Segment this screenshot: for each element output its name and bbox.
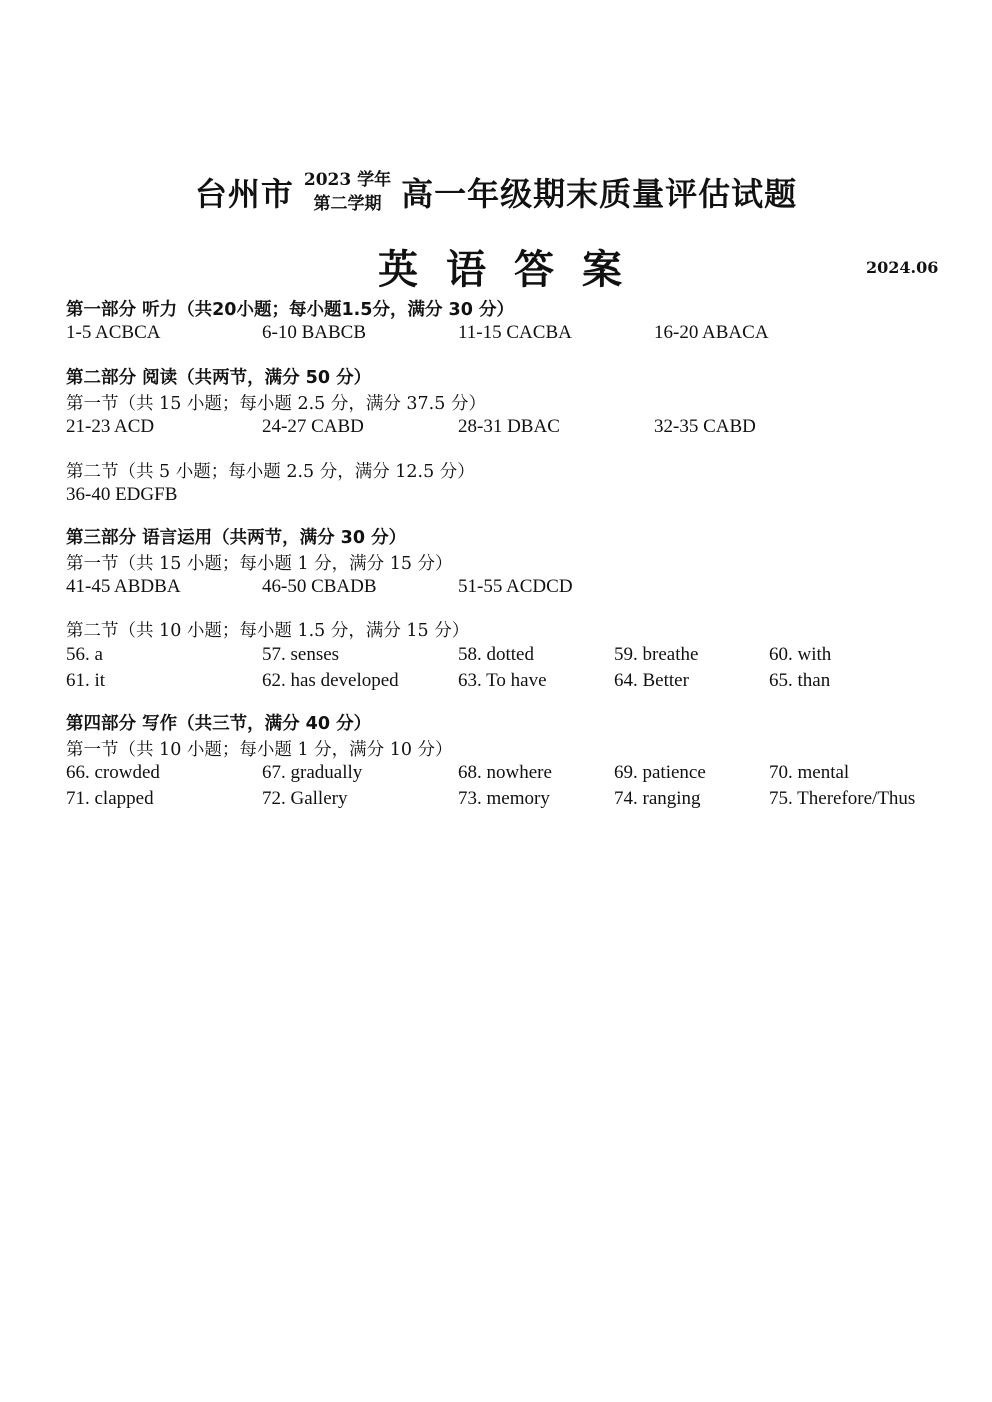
- answer-item: 59. breathe: [614, 644, 699, 665]
- answer-item: 71. clapped: [66, 788, 154, 809]
- academic-term: [304, 168, 391, 216]
- answer-item: 74. ranging: [614, 788, 701, 809]
- answer-item: 32-35 CABD: [654, 416, 756, 437]
- language-use-part1-heading: 第一节（共 15 小题；每小题 1 分，满分 15 分）: [66, 554, 453, 574]
- reading-part2-heading: 第二节（共 5 小题；每小题 2.5 分，满分 12.5 分）: [66, 462, 475, 482]
- answer-item: 1-5 ACBCA: [66, 322, 161, 343]
- writing-part1-heading: 第一节（共 10 小题；每小题 1 分，满分 10 分）: [66, 740, 453, 760]
- answer-item: 67. gradually: [262, 762, 363, 783]
- answer-row: [0, 576, 992, 602]
- answer-item: 57. senses: [262, 644, 340, 665]
- answer-item: 64. Better: [614, 670, 689, 691]
- answer-item: 58. dotted: [458, 644, 534, 665]
- answer-item: 24-27 CABD: [262, 416, 364, 437]
- language-use-heading: 第三部分 语言运用（共两节，满分 30 分）: [66, 528, 407, 548]
- answer-item: 60. with: [769, 644, 832, 665]
- writing-heading: 第四部分 写作（共三节，满分 40 分）: [66, 714, 372, 734]
- subject-title: 英语答案: [378, 247, 650, 293]
- term-label: 第二学期: [313, 194, 382, 214]
- reading-part1-heading: 第一节（共 15 小题；每小题 2.5 分，满分 37.5 分）: [66, 394, 486, 414]
- answer-row: [0, 484, 992, 510]
- answer-item: 11-15 CACBA: [458, 322, 572, 343]
- answer-item: 28-31 DBAC: [458, 416, 560, 437]
- answer-row: [0, 788, 992, 814]
- answer-item: 66. crowded: [66, 762, 160, 783]
- answer-item: 73. memory: [458, 788, 550, 809]
- exam-date: 2024.06: [866, 258, 939, 277]
- answer-row: [0, 670, 992, 696]
- answer-item: 63. To have: [458, 670, 547, 691]
- document-title: [0, 168, 992, 216]
- language-use-part2-heading: 第二节（共 10 小题；每小题 1.5 分，满分 15 分）: [66, 621, 470, 641]
- exam-title: 高一年级期末质量评估试题: [401, 175, 798, 213]
- answer-row: [0, 322, 992, 348]
- answer-item: 65. than: [769, 670, 831, 691]
- answer-item: 62. has developed: [262, 670, 399, 691]
- city-name: 台州市: [194, 175, 294, 213]
- answer-item: 51-55 ACDCD: [458, 576, 573, 597]
- answer-item: 69. patience: [614, 762, 706, 783]
- answer-row: [0, 644, 992, 670]
- answer-item: 21-23 ACD: [66, 416, 155, 437]
- answer-item: 46-50 CBADB: [262, 576, 377, 597]
- answer-item: 6-10 BABCB: [262, 322, 366, 343]
- answer-item: 61. it: [66, 670, 106, 691]
- answer-item: 56. a: [66, 644, 103, 665]
- answer-item: 16-20 ABACA: [654, 322, 769, 343]
- answer-row: [0, 416, 992, 442]
- answer-item: 36-40 EDGFB: [66, 484, 178, 505]
- reading-heading: 第二部分 阅读（共两节，满分 50 分）: [66, 368, 372, 388]
- answer-item: 68. nowhere: [458, 762, 552, 783]
- answer-item: 41-45 ABDBA: [66, 576, 181, 597]
- answer-item: 72. Gallery: [262, 788, 348, 809]
- answer-row: [0, 762, 992, 788]
- answer-item: 75. Therefore/Thus: [769, 788, 916, 809]
- answer-item: 70. mental: [769, 762, 850, 783]
- academic-year: 2023 学年: [303, 170, 392, 190]
- listening-heading: 第一部分 听力（共20小题；每小题1.5分，满分 30 分）: [66, 300, 514, 320]
